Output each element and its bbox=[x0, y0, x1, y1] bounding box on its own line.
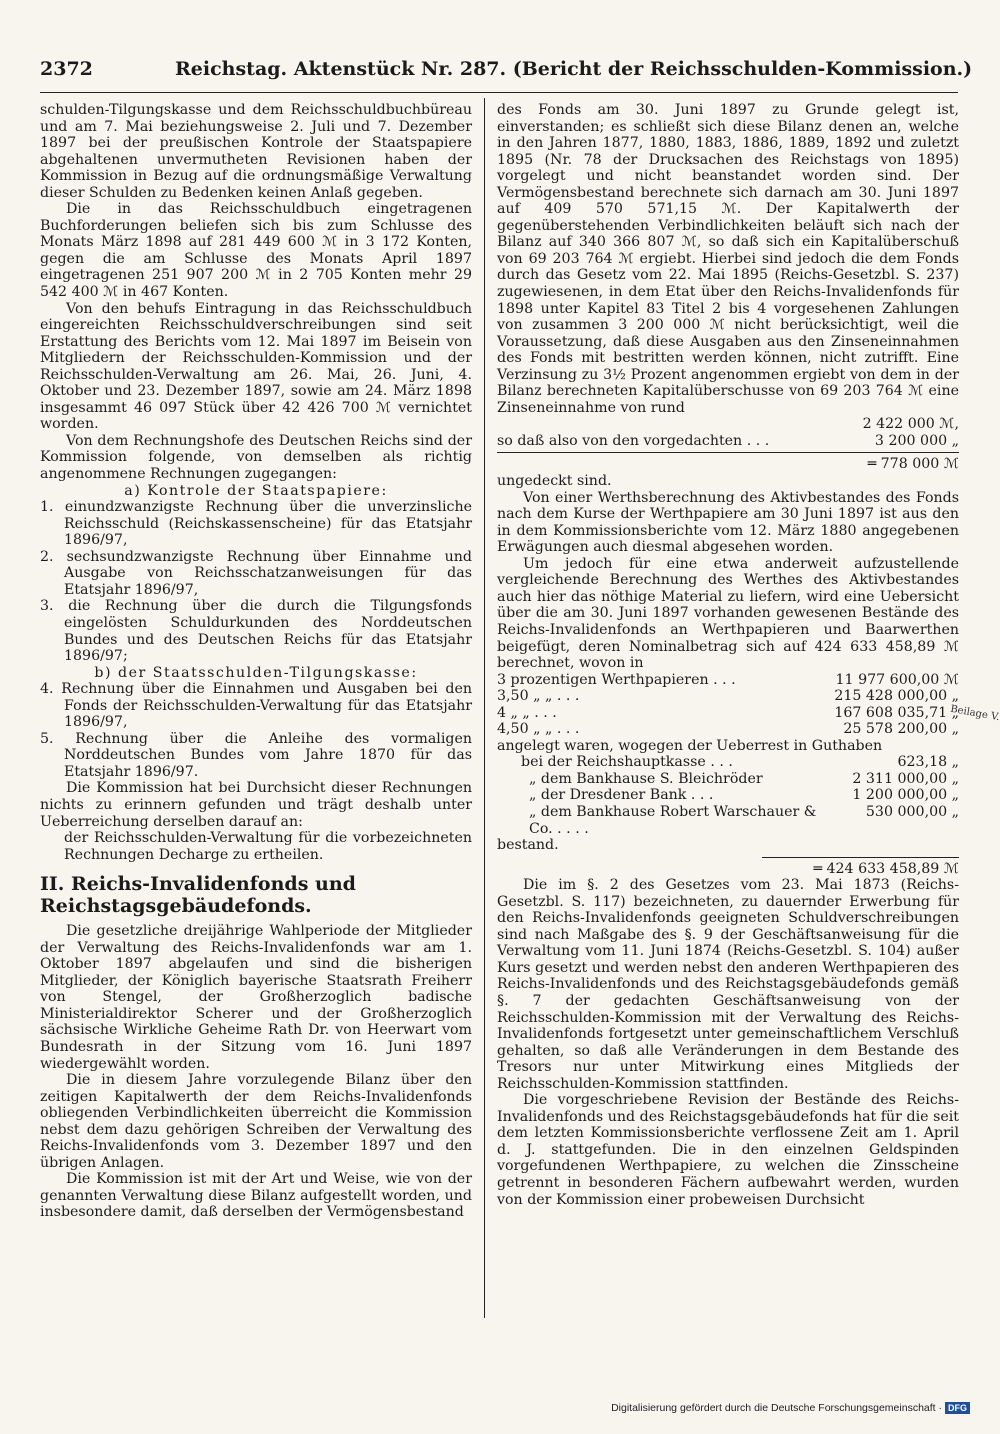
subheading-a: a) Kontrole der Staatspapiere: bbox=[124, 482, 388, 499]
list-item: 2. sechsundzwanzigste Rechnung über Einnahme und Ausgabe von Reichsschatzanweisungen für das Etatsjahr 1896/97, bbox=[40, 548, 472, 598]
row-label: „ dem Bankhause Robert Warschauer & Co. . . . . bbox=[529, 803, 817, 837]
sum-line: 2 422 000 ℳ, bbox=[862, 416, 959, 433]
sum-rule bbox=[497, 452, 959, 453]
paragraph: schulden-Tilgungskasse und dem Reichsschuldbuchbüreau und am 7. Mai beziehungsweise 2. Juli und 7. Dezember 1897 bei der preußischen Kontrole der Staatspapiere abgehaltenen unvermutheten Revisionen haben der Kommission in Bezug auf die ordnungsmäßige Verwaltung dieser Schulden zu Bedenken keinen Anlaß gegeben. bbox=[40, 102, 472, 201]
list-item: 4. Rechnung über die Einnahmen und Ausgaben bei den Fonds der Reichsschulden-Verwaltung für das Etatsjahr 1896/97, bbox=[40, 681, 472, 731]
table-row bbox=[497, 688, 959, 705]
row-label: bestand. bbox=[497, 837, 559, 854]
page-number: 2372 bbox=[40, 58, 93, 80]
row-label: 4 „ „ . . . bbox=[497, 704, 557, 721]
row-value: 623,18 „ bbox=[897, 754, 959, 771]
row-value: 25 578 200,00 „ bbox=[843, 721, 959, 738]
sum-line bbox=[497, 433, 959, 450]
row-label: 3,50 „ „ . . . bbox=[497, 688, 580, 705]
row-value: 1 200 000,00 „ bbox=[852, 787, 959, 804]
paragraph: der Reichsschulden-Verwaltung für die vorbezeichneten Rechnungen Decharge zu ertheilen. bbox=[64, 830, 472, 863]
table-row bbox=[497, 804, 959, 837]
table-row bbox=[497, 721, 959, 738]
row-value: 2 311 000,00 „ bbox=[852, 770, 959, 787]
paragraph: Die gesetzliche dreijährige Wahlperiode der Mitglieder der Verwaltung des Reichs-Invalidenfonds war am 1. Oktober 1897 abgelaufen und sind die bisherigen Mitglieder, der Königlich bayerische Staatsrath Freiherr von Stengel, der Großherzoglich badische Ministerialdirektor Scherer und der Großherzoglich sächsische Wirkliche Geheime Rath Dr. von Heerwart vom Bundesrath in der Sitzung vom 16. Juni 1897 wiedergewählt worden. bbox=[40, 923, 472, 1072]
row-label: „ dem Bankhause S. Bleichröder bbox=[529, 770, 763, 787]
table-row bbox=[497, 754, 959, 771]
row-value: 167 608 035,71 „ bbox=[834, 704, 959, 721]
row-label: „ der Dresdener Bank . . . bbox=[529, 787, 714, 804]
footer-text: Digitalisierung gefördert durch die Deutsche Forschungsgemeinschaft · bbox=[611, 1402, 942, 1414]
row-value: 530 000,00 „ bbox=[865, 803, 959, 820]
paragraph: Die in das Reichsschuldbuch eingetragenen Buchforderungen beliefen sich bis zum Schlusse des Monats März 1898 auf 281 449 600 ℳ in 3 172 Konten, gegen die am Schlusse des Monats April 1897 eingetragenen 251 907 200 ℳ in 2 705 Konten mehr 29 542 400 ℳ in 467 Konten. bbox=[40, 201, 472, 301]
row-value: 215 428 000,00 „ bbox=[834, 688, 959, 705]
left-column bbox=[40, 102, 472, 1221]
sum-value: 3 200 000 „ bbox=[874, 432, 959, 449]
paragraph: Die im §. 2 des Gesetzes vom 23. Mai 1873 (Reichs-Gesetzbl. S. 117) bezeichneten, zu dauernder Erwerbung für den Reichs-Invalidenfonds geeigneten Schuldverschreibungen sind nach Maßgabe des §. 9 der Geschäftsanweisung für die Verwaltung vom 11. Juni 1874 (Reichs-Gesetzbl. S. 104) außer Kurs gesetzt und werden nebst den anderen Werthpapieren des Reichs-Invalidenfonds und des Reichstagsgebäudefonds gemäß §. 7 der gedachten Geschäftsanweisung von der Reichsschulden-Kommission mit der Verwaltung des Reichs-Invalidenfonds fortgesetzt unter gemeinschaftlichem Verschluß gehalten, so daß alle Veränderungen in dem Bestande des Tresors nur unter Mitwirkung eines Mitglieds der Reichsschulden-Kommission stattfinden. bbox=[497, 877, 959, 1092]
row-label: bei der Reichshauptkasse . . . bbox=[521, 754, 733, 771]
header-rule bbox=[40, 92, 958, 93]
column-divider bbox=[484, 98, 485, 1318]
margin-note: Beilage V. bbox=[949, 703, 1000, 724]
dfg-logo: DFG bbox=[945, 1402, 970, 1414]
paragraph: Von einer Werthsberechnung des Aktivbestandes des Fonds nach dem Kurse der Werthpapiere am 30 Juni 1897 ist aus den in dem Kommissionsberichte vom 12. März 1880 angegebenen Erwägungen auch diesmal abgesehen worden. bbox=[497, 489, 959, 556]
holdings-table bbox=[497, 672, 959, 854]
sum-label: so daß also von den vorgedachten . . . bbox=[497, 432, 770, 449]
paragraph: Von dem Rechnungshofe des Deutschen Reichs sind der Kommission folgende, von demselben als richtig angenommene Rechnungen zugegangen: bbox=[40, 432, 472, 483]
paragraph: Die vorgeschriebene Revision der Bestände des Reichs-Invalidenfonds und des Reichstagsgebäudefonds hat für die seit dem letzten Kommissionsberichte verflossene Zeit am 1. April d. J. stattgefunden. Die in den einzelnen Geldspinden vorgefundenen Werthpapiere, zu welchen die Zinsscheine getrennt in besonderen Fächern aufbewahrt werden, wurden von der Kommission einer probeweisen Durchsicht bbox=[497, 1092, 959, 1208]
paragraph: Die in diesem Jahre vorzulegende Bilanz über den zeitigen Kapitalwerth der dem Reichs-Invalidenfonds obliegenden Verbindlichkeiten überreicht die Kommission nebst dem dazu gehörigen Schreiben der Verwaltung des Reichs-Invalidenfonds vom 3. Dezember 1897 und den übrigen Anlagen. bbox=[40, 1072, 472, 1171]
page-header bbox=[40, 58, 973, 88]
row-label: 4,50 „ „ . . . bbox=[497, 721, 580, 738]
list-item: 3. die Rechnung über die durch die Tilgungsfonds eingelösten Schuldurkunden des Norddeutschen Bundes und des Deutschen Reichs für das Etatsjahr 1896/97; bbox=[40, 598, 472, 665]
table-row bbox=[497, 837, 959, 854]
table-row bbox=[497, 771, 959, 788]
paragraph: Von den behufs Eintragung in das Reichsschuldbuch eingereichten Reichsschuldverschreibungen sind seit Erstattung des Berichts vom 12. Mai 1897 im Beisein von Mitgliedern der Reichsschulden-Kommission und der Reichsschulden-Verwaltung am 26. Mai, 26. Juni, 4. Oktober und 23. Dezember 1897, sowie am 24. März 1898 insgesammt 46 097 Stück über 42 426 700 ℳ vernichtet worden. bbox=[40, 300, 472, 433]
paragraph: Die Kommission ist mit der Art und Weise, wie von der genannten Verwaltung diese Bilanz aufgestellt worden, und insbesondere damit, daß derselben der Vermögensbestand bbox=[40, 1171, 472, 1221]
row-value: 11 977 600,00 ℳ bbox=[835, 671, 959, 688]
sum-result: ═ 778 000 ℳ bbox=[867, 456, 959, 473]
right-column bbox=[497, 102, 959, 1208]
running-title: Reichstag. Aktenstück Nr. 287. (Bericht der Reichsschulden-Kommission.) bbox=[175, 58, 973, 80]
table-row bbox=[497, 738, 959, 755]
table-row bbox=[497, 705, 959, 722]
paragraph: des Fonds am 30. Juni 1897 zu Grunde gelegt ist, einverstanden; es schließt sich diese Bilanz denen an, welche in den Jahren 1877, 1880, 1883, 1886, 1889, 1892 und zuletzt 1895 (Nr. 78 der Drucksachen des Reichstags von 1895) vorgelegt und nicht beanstandet worden sind. Der Vermögensbestand berechnete sich darnach am 30. Juni 1897 auf 409 570 571,15 ℳ. Der Kapitalwerth der gegenüberstehenden Verbindlichkeiten beläuft sich nach der Bilanz auf 340 366 807 ℳ, so daß sich ein Kapitalüberschuß von 69 203 764 ℳ ergiebt. Hierbei sind jedoch die dem Fonds durch das Gesetz vom 22. Mai 1895 (Reichs-Gesetzbl. S. 237) zugewiesenen, in dem Etat über den Reichs-Invalidenfonds für 1898 unter Kapitel 83 Titel 2 bis 4 vorgesehenen Zahlungen von zusammen 3 200 000 ℳ nicht berücksichtigt, weil die Voraussetzung, daß diese Ausgaben aus den Zinseneinnahmen des Fonds mit bestritten werden können, nicht zutrifft. Eine Verzinsung zu 3½ Prozent angenommen ergiebt von dem in der Bilanz berechneten Kapitalüberschusse von 69 203 764 ℳ eine Zinseneinnahme von rund bbox=[497, 102, 959, 416]
subheading-b: b) der Staatsschulden-Tilgungskasse: bbox=[94, 664, 418, 681]
total-value: ═ 424 633 458,89 ℳ bbox=[813, 860, 959, 877]
list-item: 5. Rechnung über die Anleihe des vormaligen Norddeutschen Bundes vom Jahre 1870 für das Etatsjahr 1896/97. bbox=[40, 730, 472, 780]
footer bbox=[590, 1402, 970, 1414]
paragraph: ungedeckt sind. bbox=[497, 473, 612, 490]
row-label: 3 prozentigen Werthpapieren . . . bbox=[497, 671, 736, 688]
row-label: angelegt waren, wogegen der Ueberrest in Guthaben bbox=[497, 737, 883, 754]
list-item: 1. einundzwanzigste Rechnung über die unverzinsliche Reichsschuld (Reichskassenscheine) für das Etatsjahr 1896/97, bbox=[40, 499, 472, 549]
table-row bbox=[497, 672, 959, 689]
paragraph: Die Kommission hat bei Durchsicht dieser Rechnungen nichts zu erinnern gefunden und trägt deshalb unter Ueberreichung derselben darauf an: bbox=[40, 780, 472, 830]
table-row bbox=[497, 787, 959, 804]
paragraph: Um jedoch für eine etwa anderweit aufzustellende vergleichende Berechnung des Werthes des Aktivbestandes auch hier das nöthige Material zu liefern, wird eine Uebersicht über die am 30. Juni 1897 vorhanden gewesenen Bestände des Reichs-Invalidenfonds an Werthpapieren und Baarwerthen beigefügt, deren Nominalbetrag sich auf 424 633 458,89 ℳ berechnet, wovon in bbox=[497, 555, 959, 672]
section-heading: II. Reichs-Invalidenfonds und Reichstagsgebäudefonds. bbox=[40, 873, 356, 918]
total-rule bbox=[762, 857, 959, 858]
